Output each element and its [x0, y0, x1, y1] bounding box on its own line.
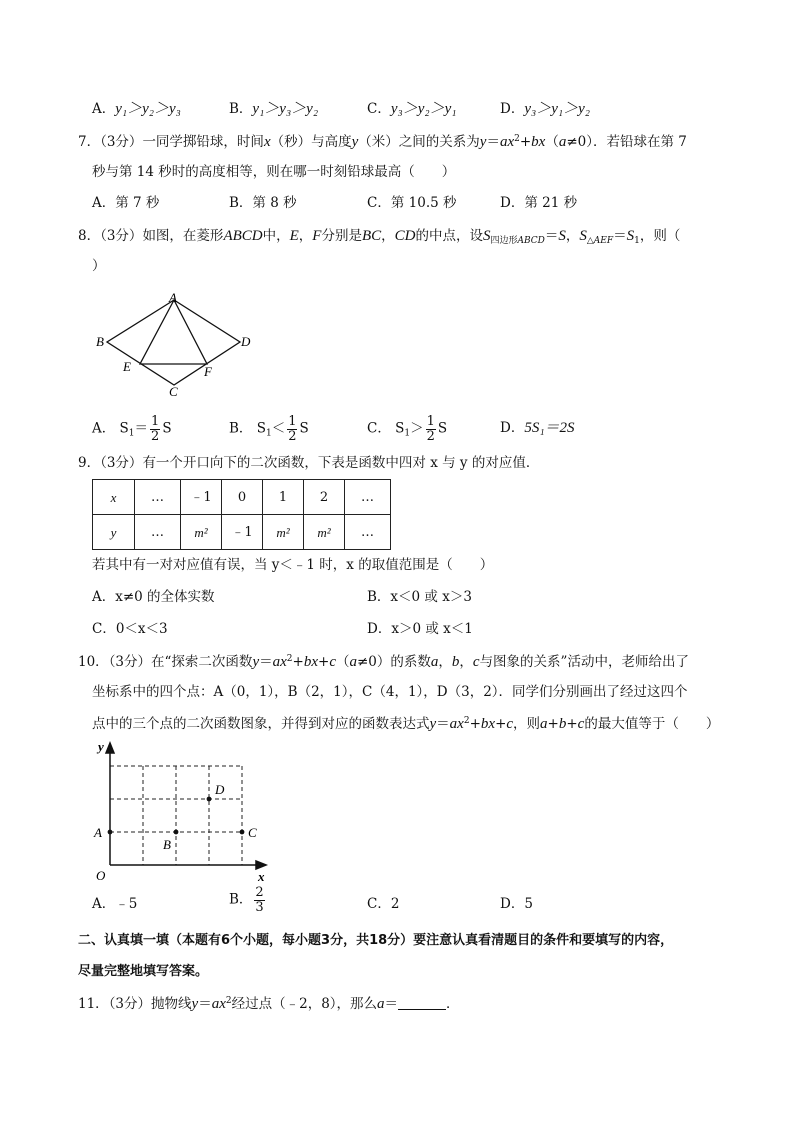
q9-option-b: B．x＜0 或 x＞3 — [367, 589, 472, 605]
q9-condition: 若其中有一对对应值有误，当 y＜﹣1 时，x 的取值范围是（ ） — [92, 557, 494, 573]
q9-option-a: A．x≠0 的全体实数 — [92, 589, 215, 605]
label-b: B — [96, 334, 104, 349]
q6-option-b-expr: y₁＞y₃＞y₂ — [252, 101, 319, 117]
section2-heading: 二、认真填一填（本题有6个小题，每小题3分，共18分）要注意认真看清题目的条件和要填写的内容， — [78, 933, 674, 948]
q10-line2: 坐标系中的四个点：A（0，1），B（2，1），C（4，1），D（3，2）．同学们分别画出了经过这四个 — [92, 684, 688, 700]
q8-line1: 8．（3分）如图，在菱形ABCD中，E，F分别是BC，CD的中点，设$S_{四边形ABCD}=S$，$S_{\triangle AEF}=S_1$，则（ — [78, 228, 681, 246]
q10-coordinate-figure — [92, 740, 272, 885]
label-d: D — [241, 334, 251, 349]
q6-option-a-expr: y₁＞y₂＞y₃ — [115, 101, 181, 117]
q6-option-a: A．y₁＞y₂＞y₃ — [92, 101, 181, 117]
q10-option-b: B． $\frac{2}{3}$ — [229, 885, 264, 915]
q10-option-c: C．2 — [367, 896, 400, 912]
label-x: x — [258, 869, 265, 884]
dashed-grid — [110, 766, 242, 865]
label-a: A — [169, 290, 177, 305]
y-axis-arrow — [106, 743, 114, 753]
q8-option-a: A． $S_1=$ $\frac{1}{2}$ S — [92, 414, 172, 444]
triangle-aef — [140, 300, 207, 364]
label-a: A — [94, 825, 102, 840]
point-d — [207, 797, 212, 802]
q7-option-a: A．第 7 秒 — [92, 195, 160, 211]
q7-option-d: D．第 21 秒 — [500, 195, 578, 211]
section2-heading-line2: 尽量完整地填写答案。 — [78, 964, 209, 979]
q9-value-table — [92, 479, 391, 550]
q8-option-d: D．5S₁＝2S — [500, 420, 575, 436]
q6-option-b: B．y₁＞y₃＞y₂ — [229, 101, 319, 117]
x-axis-arrow — [256, 861, 266, 869]
table-row-y: y … m² ﹣1 m² m² … — [93, 515, 391, 550]
q8-rhombus-figure — [92, 290, 257, 400]
q10-option-a: A．﹣5 — [92, 896, 138, 912]
q6-option-c-expr: y₃＞y₂＞y₁ — [390, 101, 457, 117]
q6-option-d-expr: y₃＞y₁＞y₂ — [524, 101, 590, 117]
q11-line: 11．（3分）抛物线$y=ax^2$经过点（﹣2，8），那么a＝ ． — [78, 996, 460, 1012]
label-c: C — [169, 384, 178, 399]
q10-line1: 10．（3分）在“探索二次函数$y=ax^2+bx+c(a\ne 0)$的系数a，b，c与图象的关系”活动中，老师给出了 — [78, 654, 689, 670]
point-b — [174, 830, 179, 835]
q8-option-c: C． $S_1>$ $\frac{1}{2}$ S — [367, 414, 448, 444]
label-b: B — [163, 837, 171, 852]
q10-option-d: D．5 — [500, 896, 533, 912]
q6-option-c: C．y₃＞y₂＞y₁ — [367, 101, 457, 117]
answer-blank[interactable] — [398, 997, 446, 1010]
q6-option-d: D．y₃＞y₁＞y₂ — [500, 101, 590, 117]
q9-option-d: D．x＞0 或 x＜1 — [367, 621, 473, 637]
label-d: D — [215, 782, 225, 797]
q9-line1: 9．（3分）有一个开口向下的二次函数，下表是函数中四对 x 与 y 的对应值． — [78, 455, 540, 471]
label-e: E — [123, 359, 131, 374]
q9-option-c: C．0＜x＜3 — [92, 621, 168, 637]
label-y: y — [98, 740, 104, 754]
q7-option-b: B．第 8 秒 — [229, 195, 297, 211]
table-row-x: x … ﹣1 0 1 2 … — [93, 480, 391, 515]
q7-line1: 7．（3分）一同学掷铅球，时间x（秒）与高度y（米）之间的关系为$y=ax^2+bx(a\ne 0)$．若铅球在第 7 — [78, 134, 687, 150]
point-c — [240, 830, 245, 835]
q7-option-c: C．第 10.5 秒 — [367, 195, 457, 211]
label-o: O — [96, 868, 106, 883]
label-f: F — [204, 364, 212, 379]
q8-line2: ） — [92, 258, 106, 274]
q8-option-b: B． $S_1<$ $\frac{1}{2}$ S — [229, 414, 309, 444]
q7-line2: 秒与第 14 秒时的高度相等，则在哪一时刻铅球最高（ ） — [92, 164, 456, 180]
q10-line3: 点中的三个点的二次函数图象，并得到对应的函数表达式$y=ax^2+bx+c$，则a+b+c的最大值等于（ ） — [92, 716, 720, 732]
point-a — [108, 830, 113, 835]
label-c: C — [248, 825, 257, 840]
